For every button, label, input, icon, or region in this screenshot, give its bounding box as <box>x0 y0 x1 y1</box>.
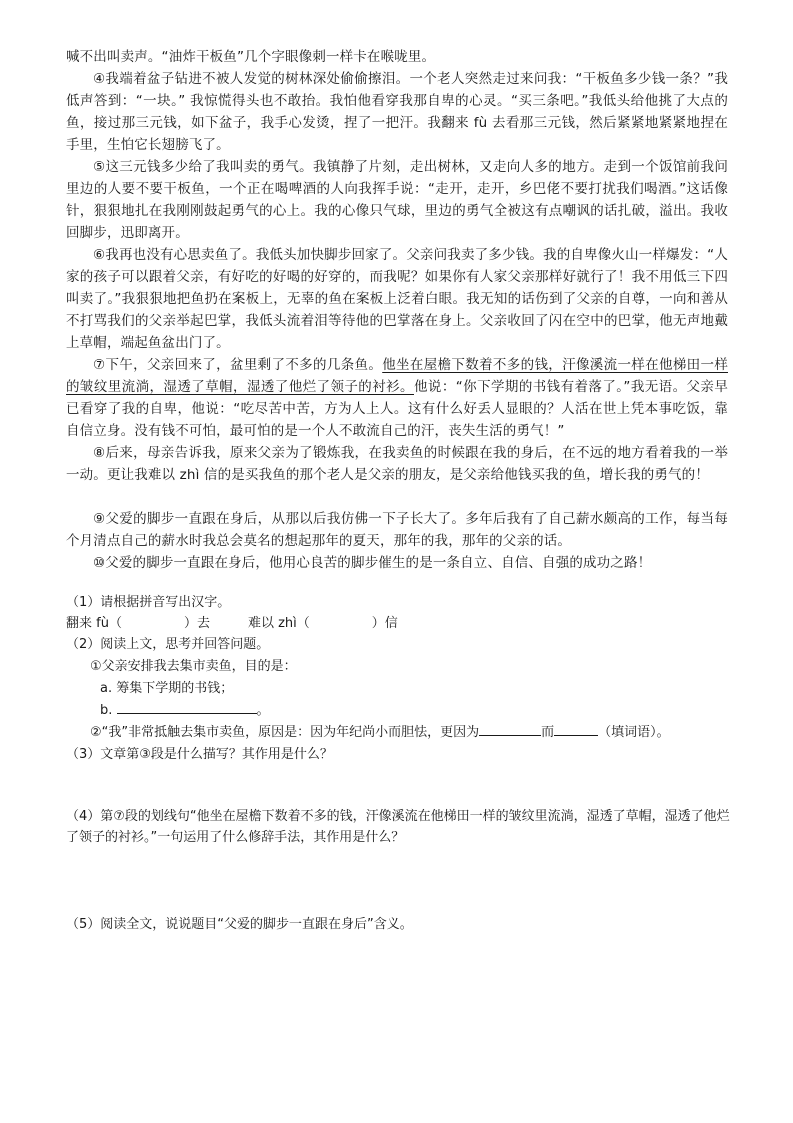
question-5: （5）阅读全文，说说题目“父爱的脚步一直跟在身后”含义。 <box>66 917 413 932</box>
question-1: （1）请根据拼音写出汉字。 <box>66 595 231 610</box>
question-1-blanks <box>66 613 736 634</box>
passage-paragraph-7 <box>66 354 728 442</box>
q1-label-qu: ）去 <box>183 616 210 631</box>
passage-paragraph-4: ④我端着盆子钻进不被人发觉的树林深处偷偷擦泪。一个老人突然走过来问我：“干板鱼多少钱一条？”我低声答到：“一块。” 我惊慌得头也不敢抬。我怕他看穿我那自卑的心灵。“买三条吧。”我低头给他挑了大点的鱼，接过那三元钱，如下盆子，我手心发烫，捏了一把汗。我翻来 fù 去看那三元钱，然后紧紧地紧紧地捏在手里，生怕它长翅膀飞了。 <box>66 71 728 153</box>
q2-2-text-c: （填词语）。 <box>598 725 670 740</box>
q1-label-fu: 翻来 fù（ <box>66 616 122 631</box>
underlined-sentence: 他坐在屋檐下数着不多的钱，汗像溪流一样在他梯田一样的皱纹里流淌，湿透了草帽，湿透了他烂了领子的衬衫。 <box>66 357 728 395</box>
passage-paragraph-0: 喊不出叫卖声。“油炸干板鱼”几个字眼像刺一样卡在喉咙里。 <box>66 49 436 65</box>
passage-paragraph-8: ⑧后来，母亲告诉我，原来父亲为了锻炼我，在我卖鱼的时候跟在我的身后，在不远的地方看着我的一举一动。更让我难以 zhì 信的是买我鱼的那个老人是父亲的朋友，是父亲给他钱买我的鱼，增长我的勇气的！ <box>66 445 728 483</box>
passage-paragraph-10: ⑩父爱的脚步一直跟在身后，他用心良苦的脚步催生的是一条自立、自信、自强的成功之路！ <box>93 555 652 571</box>
question-2-2 <box>90 722 760 743</box>
question-2-1b <box>100 700 770 721</box>
q2-1b-label: b. <box>100 703 113 718</box>
q2-1b-blank[interactable] <box>117 701 257 714</box>
q1-label-zhi: 难以 zhì（ <box>247 616 310 631</box>
q2-1b-end: 。 <box>256 703 270 718</box>
q2-2-blank-1[interactable] <box>479 723 541 736</box>
paragraph-7-text-a: ⑦下午，父亲回来了，盆里剩了不多的几条鱼。 <box>93 357 383 373</box>
question-4: （4）第⑦段的划线句“他坐在屋檐下数着不多的钱，汗像溪流在他梯田一样的皱纹里流淌，湿透了草帽，湿透了他烂了领子的衬衫。”一句运用了什么修辞手法，其作用是什么？ <box>66 809 730 845</box>
passage-paragraph-5: ⑤这三元钱多少给了我叫卖的勇气。我镇静了片刻，走出树林，又走向人多的地方。走到一个饭馆前我问里边的人要不要干板鱼，一个正在喝啤酒的人向我挥手说：“走开，走开，乡巴佬不要打扰我们喝酒。”这话像针，狠狠地扎在我刚刚鼓起勇气的心上。我的心像只气球，里边的勇气全被这有点嘲讽的话扎破，溢出。我收回脚步，迅即离开。 <box>66 159 728 241</box>
paragraph-7-text-b: 他说：“你下学期的书钱有着落了。”我无语。父亲早已看穿了我的自卑，他说：“吃尽苦中苦，方为人上人。这有什么好丢人显眼的？人活在世上凭本事吃饭，靠自信立身。没有钱不可怕，最可怕的是一个人不敢流自己的汗，丧失生活的勇气！” <box>66 379 729 439</box>
passage-paragraph-9: ⑨父爱的脚步一直跟在身后，从那以后我仿佛一下子长大了。多年后我有了自己薪水颇高的工作，每当每个月清点自己的薪水时我总会莫名的想起那年的夏天，那年的我，那年的父亲的话。 <box>66 511 728 549</box>
q1-label-xin: ）信 <box>371 616 398 631</box>
passage-paragraph-6: ⑥我再也没有心思卖鱼了。我低头加快脚步回家了。父亲问我卖了多少钱。我的自卑像火山一样爆发：“人家的孩子可以跟着父亲，有好吃的好喝的好穿的，而我呢？如果你有人家父亲那样好就行了！我不用低三下四叫卖了。”我狠狠地把鱼扔在案板上，无辜的鱼在案板上泛着白眼。我无知的话伤到了父亲的自尊，一向和善从不打骂我们的父亲举起巴掌，我低头流着泪等待他的巴掌落在身上。父亲收回了闪在空中的巴掌，他无声地戴上草帽，端起鱼盆出门了。 <box>66 247 728 351</box>
q2-2-text-b: 而 <box>541 725 555 740</box>
question-2-1: ①父亲安排我去集市卖鱼，目的是： <box>90 659 297 674</box>
q2-2-blank-2[interactable] <box>554 723 598 736</box>
question-3: （3）文章第③段是什么描写？其作用是什么？ <box>66 747 333 762</box>
question-2-1a: a. 筹集下学期的书钱； <box>100 681 234 696</box>
q2-2-text-a: ②“我”非常抵触去集市卖鱼，原因是：因为年纪尚小而胆怯，更因为 <box>90 725 480 740</box>
question-2: （2）阅读上文，思考并回答问题。 <box>66 637 270 652</box>
